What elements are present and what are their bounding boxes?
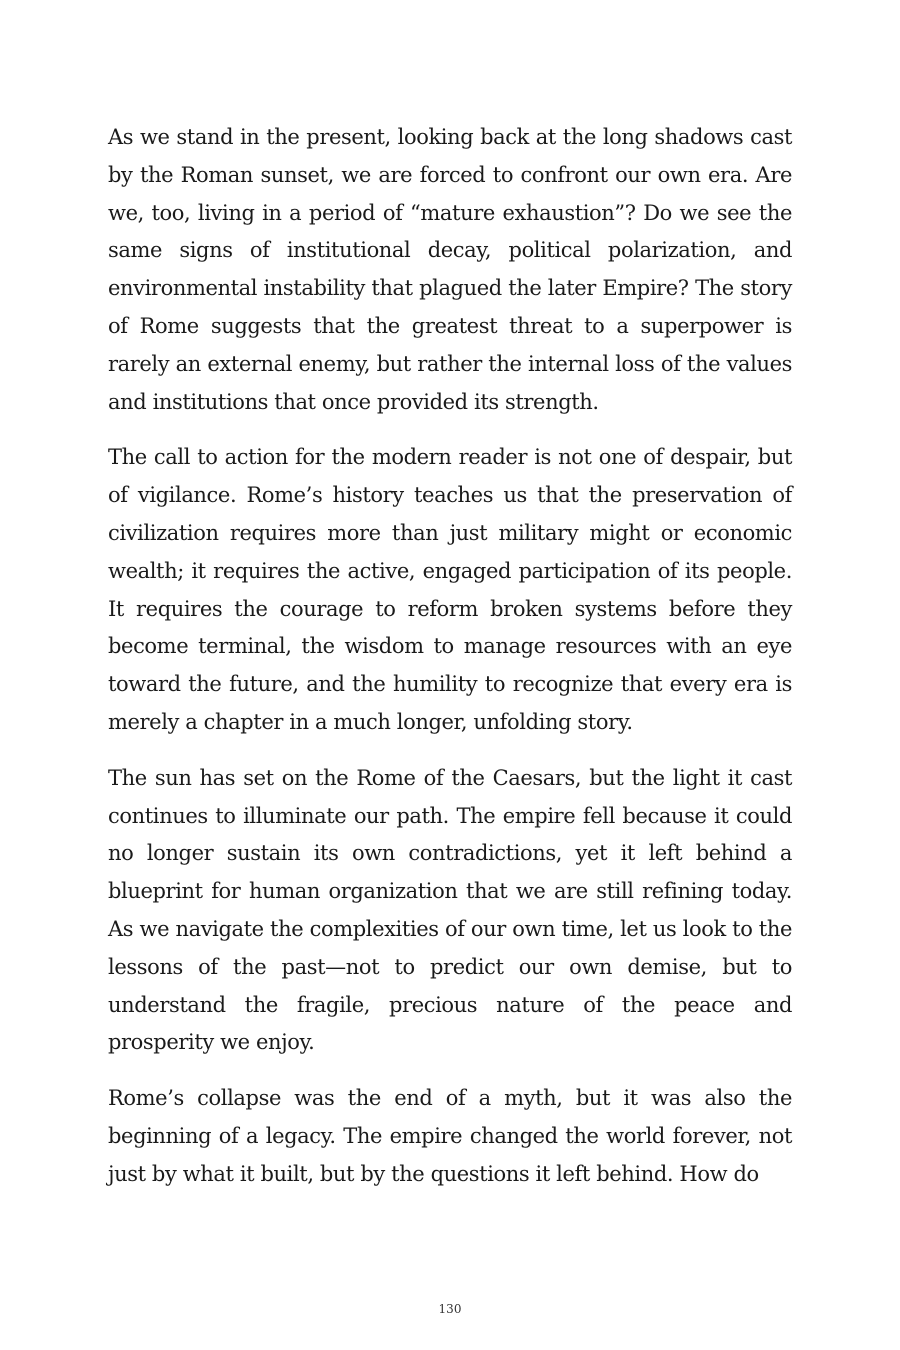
paragraph-2: The call to action for the modern reader is not one of despair, but of vigilance. Rome’s history teaches us that the preservation of civilization requires more than just military might or economic wealth; it requires the active, engaged participation of its people. It requires the courage to reform broken systems before they become terminal, the wisdom to manage resources with an eye toward the future, and the humility to recognize that every era is merely a chapter in a much longer, unfolding story. — [108, 445, 792, 734]
body-text — [108, 119, 792, 1212]
page-number: 130 — [438, 1302, 462, 1316]
paragraph-4: Rome’s collapse was the end of a myth, but it was also the beginning of a legacy. The empire changed the world forever, not just by what it built, but by the questions it left behind. How do — [108, 1086, 792, 1186]
paragraph-1: As we stand in the present, looking back at the long shadows cast by the Roman sunset, we are forced to confront our own era. Are we, too, living in a period of “mature exhaustion”? Do we see the same signs of institutional decay, political polarization, and environmental instability that plagued the later Empire? The story of Rome suggests that the greatest threat to a superpower is rarely an external enemy, but rather the internal loss of the values and institutions that once provided its strength. — [108, 125, 792, 414]
paragraph-3: The sun has set on the Rome of the Caesars, but the light it cast continues to illuminate our path. The empire fell because it could no longer sustain its own contradictions, yet it left behind a blueprint for human organization that we are still refining today. As we navigate the complexities of our own time, let us look to the lessons of the past—not to predict our own demise, but to understand the fragile, precious nature of the peace and prosperity we enjoy. — [108, 765, 792, 1055]
